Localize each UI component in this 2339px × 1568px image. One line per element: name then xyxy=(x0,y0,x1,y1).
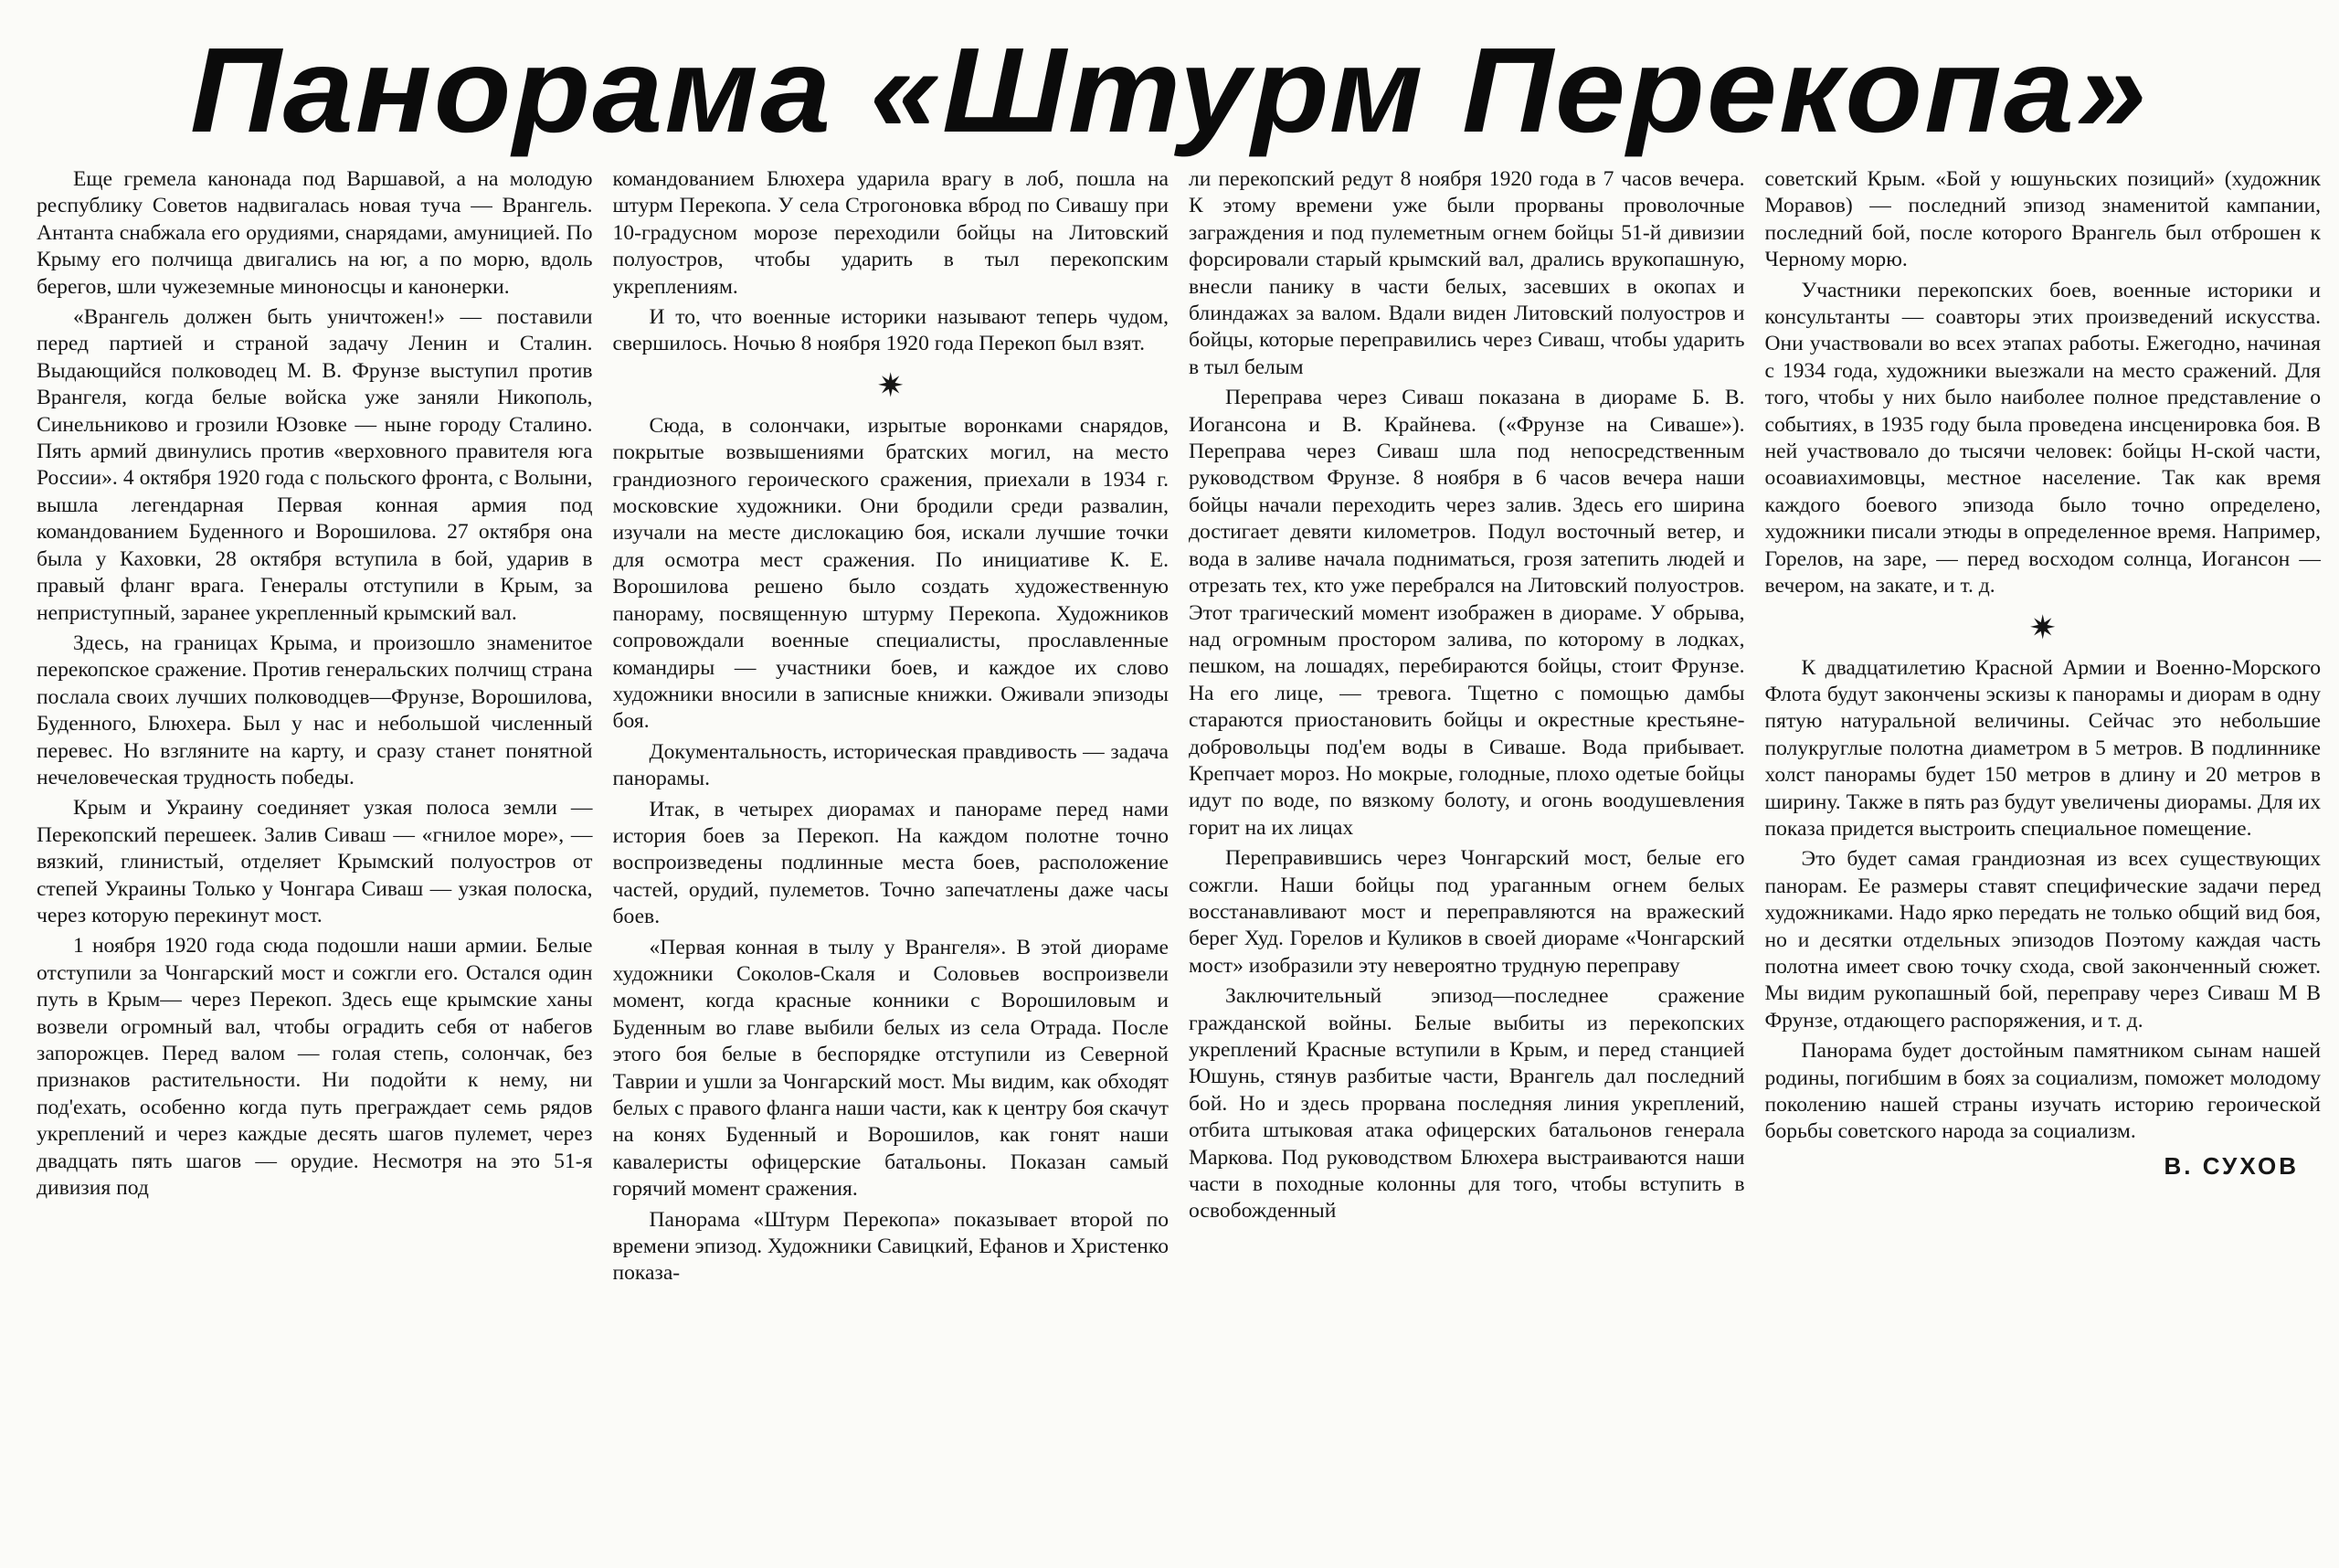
article-column-4 xyxy=(1765,166,2322,1537)
paragraph: И то, что военные историки называют теперь чудом, свершилось. Ночью 8 ноября 1920 года Перекоп был взят. xyxy=(612,305,1169,356)
article-column-3 xyxy=(1189,166,1745,1537)
paragraph: Итак, в четырех диорамах и панораме перед нами история боев за Перекоп. На каждом полотне точно воспроизведены подлинные места боев, расположение частей, орудий, пулеметов. Точно запечатлены даже часы боев. xyxy=(612,797,1169,929)
article-columns xyxy=(37,166,2321,1555)
section-divider-star-icon: ✷ xyxy=(2028,609,2057,646)
paragraph: Участники перекопских боев, военные историки и консультанты — соавторы этих произведений искусства. Они участвовали во всех этапах работы. Ежегодно, начиная с 1934 года, художники выезжали на место сражений. Для того, чтобы у них было наиболее полное представление о событиях, в 1935 году была проведена инсценировка боя. В ней участвовало до тысячи человек: бойцы Н-ской части, осоавиахимовцы, местное население. Так как время каждого боевого эпизода было точно определено, художники писали этюды в определенное время. Например, Горелов, на заре, — перед восходом солнца, Иогансон — вечером, на закате, и т. д. xyxy=(1764,278,2321,599)
paragraph: Это будет самая грандиозная из всех существующих панорам. Ее размеры ставят специфические задачи перед художниками. Надо ярко передать не только общий вид боя, но и десятки отдельных эпизодов Поэтому каждая часть полотна имеет свою точку схода, свой законченный сюжет. Мы видим рукопашный бой, переправу через Сиваш М В Фрунзе, отдающего распоряжения, и т. д. xyxy=(1764,847,2321,1033)
article-headline: Панорама «Штурм Перекопа» xyxy=(190,22,2149,157)
paragraph: Панорама «Штурм Перекопа» показывает второй по времени эпизод. Художники Савицкий, Ефанов и Христенко показа- xyxy=(612,1207,1169,1286)
paragraph: Здесь, на границах Крыма, и произошло знаменитое перекопское сражение. Против генеральских полчищ страна послала своих лучших полководцев—Фрунзе, Ворошилова, Буденного, Блюхера. Был у нас и небольшой численный перевес. Но взгляните на карту, и сразу станет понятной нечеловеческая трудность победы. xyxy=(37,630,593,789)
article-column-1 xyxy=(37,166,593,1537)
paragraph: Переправа через Сиваш показана в диораме Б. В. Иогансона и В. Крайнева. («Фрунзе на Сиваше»). Переправа через Сиваш шла под непосредственным руководством Фрунзе. 8 ноября в 6 часов вечера наши бойцы начали переходить через залив. Здесь его ширина достигает девяти километров. Подул восточный ветер, и вода в заливе начала подниматься, грозя затепить людей и отрезать тех, кто уже перебрался на Литовский полуостров. Этот трагический момент изображен в диораме. У обрыва, над огромным простором залива, по которому в лодках, пешком, на лошадях, перебираются бойцы, стоит Фрунзе. На его лице, — тревога. Тщетно с помощью дамбы стараются приостановить бойцы и окрестные крестьяне-добровольцы под'ем воды в Сиваше. Вода прибывает. Крепчает мороз. Но мокрые, голодные, плохо одетые бойцы идут по воде, по вязкому болоту, и огонь воодушевления горит на их лицах xyxy=(1189,386,1745,840)
paragraph: К двадцатилетию Красной Армии и Военно-Морского Флота будут закончены эскизы к панорамы и диорам в одну пятую натуральной величины. Сейчас это небольшие полукруглые полотна диаметром в 5 метров. В подлиннике холст панорамы будет 150 метров в длину и 20 метров в ширину. Также в пять раз будут увеличены диорамы. Для их показа придется выстроить специальное помещение. xyxy=(1764,655,2321,841)
paragraph: Документальность, историческая правдивость — задача панорамы. xyxy=(612,739,1169,791)
paragraph: Сюда, в солончаки, изрытые воронками снарядов, покрытые возвышениями братских могил, на место грандиозного героического сражения, приехали в 1934 г. московские художники. Они бродили среди развалин, изучали на месте дислокацию боя, искали лучшие точки для осмотра мест сражения. По инициативе К. Е. Ворошилова решено было создать художественную панораму, посвященную штурму Перекопа. Художников сопровождали военные специалисты, прославленные командиры — участники боев, и каждое их слово художники вносили в записные книжки. Оживали эпизоды боя. xyxy=(612,413,1169,734)
paragraph: командованием Блюхера ударила врагу в лоб, пошла на штурм Перекопа. У села Строгоновка вброд по Сивашу при 10-градусном морозе переходили бойцы на Литовский полуостров, чтобы ударить в тыл перекопским укреплениям. xyxy=(612,167,1169,299)
paragraph: ли перекопский редут 8 ноября 1920 года в 7 часов вечера. К этому времени уже были прорваны проволочные заграждения и под пулеметным огнем бойцы 51-й дивизии форсировали старый крымский вал, дрались врукопашную, внесли панику в части белых, засевших в окопах и блиндажах за валом. Вдали виден Литовский полуостров и бойцы, которые переправились через Сиваш, чтобы ударить в тыл белым xyxy=(1189,167,1745,379)
paragraph: Крым и Украину соединяет узкая полоса земли — Перекопский перешеек. Залив Сиваш — «гнилое море», — вязкий, глинистый, отделяет Крымский полуостров от степей Украины Только у Чонгара Сиваш — узкая полоска, через которую перекинут мост. xyxy=(37,796,593,927)
section-divider-star-icon: ✷ xyxy=(876,366,905,404)
paragraph: «Врангель должен быть уничтожен!» — поставили перед партией и страной задачу Ленин и Сталин. Выдающийся полководец М. В. Фрунзе выступил против Врангеля, когда белые войска уже заняли Никополь, Синельниково и грозили Юзовке — ныне городу Сталино. Пять армий двинулись против «верховного правителя юга России». 4 октября 1920 года с польского фронта, с Волыни, вышла легендарная Первая конная армия под командованием Буденного и Ворошилова. 27 октября она была у Каховки, 28 октября вступила в бой, ударив в правый фланг врага. Генералы отступили в Крым, за неприступный, заранее укрепленный крымский вал. xyxy=(37,305,593,625)
paragraph: советский Крым. «Бой у юшуньских позиций» (художник Моравов) — последний эпизод знаменитой кампании, последний бой, после которого Врангель был отброшен к Черному морю. xyxy=(1764,167,2321,272)
article-column-2 xyxy=(613,166,1170,1537)
paragraph: 1 ноября 1920 года сюда подошли наши армии. Белые отступили за Чонгарский мост и сожгли его. Остался один путь в Крым— через Перекоп. Здесь еще крымские ханы возвели огромный вал, чтобы оградить себя от набегов запорожцев. Перед валом — голая степь, солончак, без признаков растительности. Ни подойти к нему, ни под'ехать, особенно когда путь преграждает семь рядов укреплений и через каждые десять шагов пулемет, через двадцать пять шагов — орудие. Несмотря на это 51-я дивизия под xyxy=(37,934,593,1201)
paragraph: Заключительный эпизод—последнее сражение гражданской войны. Белые выбиты из перекопских укреплений Красные вступили в Крым, и перед станцией Юшунь, стянув разбитые части, Врангель дал последний бой. Но и здесь прорвана последняя линия укреплений, отбита штыковая атака офицерских батальонов генерала Маркова. Под руководством Блюхера выстраиваются наши части в походные колонны для того, чтобы вступить в освобожденный xyxy=(1189,984,1745,1224)
paragraph: Панорама будет достойным памятником сынам нашей родины, погибшим в боях за социализм, поможет молодому поколению нашей страны изучать историю героической борьбы советского народа за социализм. xyxy=(1764,1039,2321,1144)
paragraph: «Первая конная в тылу у Врангеля». В этой диораме художники Соколов-Скаля и Соловьев воспроизвели момент, когда красные конники с Ворошиловым и Буденным во главе выбили белых из села Отрада. После этого боя белые в беспорядке отступили из Северной Таврии и ушли за Чонгарский мост. Мы видим, как обходят белых с правого фланга наши части, как к центру боя скачут на конях Буденный и Ворошилов, как гонят наши кавалеристы офицерские батальоны. Показан самый горячий момент сражения. xyxy=(612,935,1169,1202)
paragraph: Переправившись через Чонгарский мост, белые его сожгли. Наши бойцы под ураганным огнем белых восстанавливают мост и переправляются на вражеский берег Худ. Горелов и Куликов в своей диораме «Чонгарский мост» изобразили эту невероятно трудную переправу xyxy=(1189,846,1745,978)
author-signature: В. СУХОВ xyxy=(2164,1151,2299,1180)
paragraph: Еще гремела канонада под Варшавой, а на молодую республику Советов надвигалась новая туча — Врангель. Антанта снабжала его орудиями, снарядами, амуницией. По Крыму его полчища двигались на юг, а по морю, вдоль берегов, шли чужеземные миноносцы и канонерки. xyxy=(37,167,593,299)
headline-block xyxy=(0,7,2339,172)
